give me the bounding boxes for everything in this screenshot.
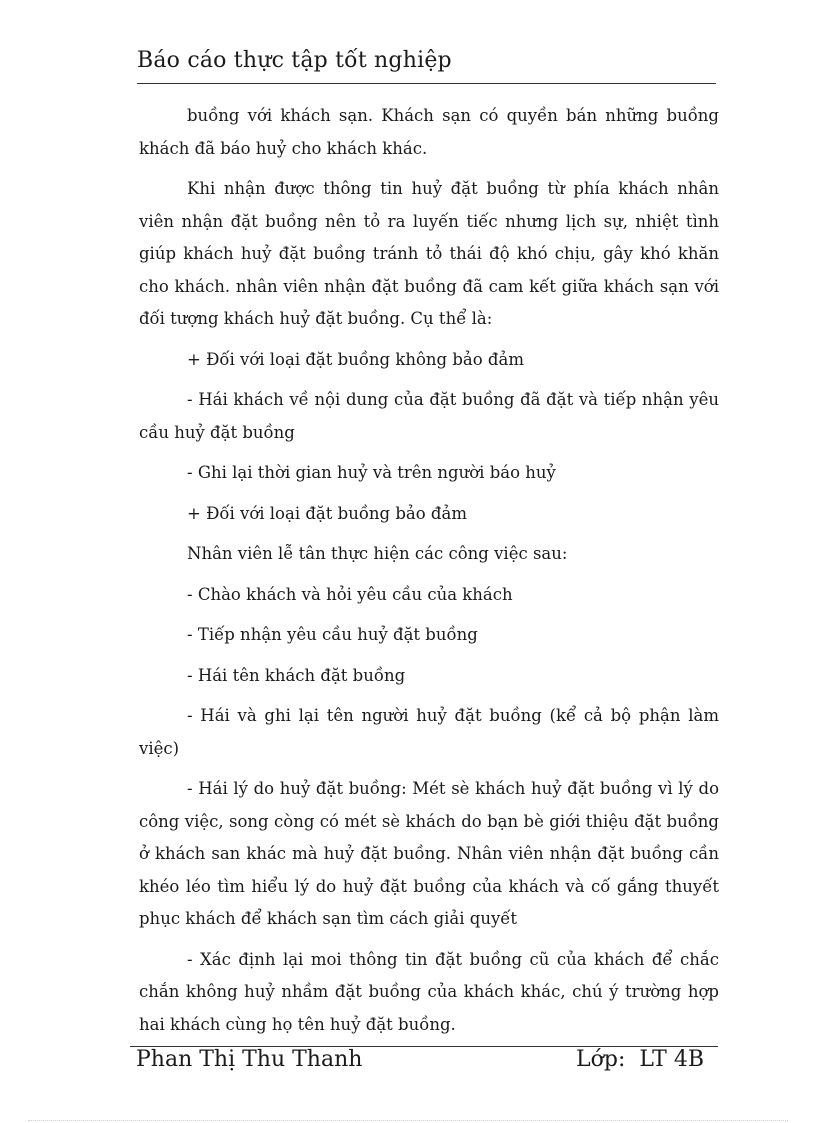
paragraph: buồng với khách sạn. Khách sạn có quyền bán những buồng khách đã báo huỷ cho khách khác.	[139, 106, 719, 158]
paragraph: - Hái khách về nội dung của đặt buồng đã đặt và tiếp nhận yêu cầu huỷ đặt buồng	[139, 390, 719, 442]
footer-author: Phan Thị Thu Thanh	[136, 1047, 363, 1072]
page-bottom-border	[28, 1120, 788, 1121]
paragraph: - Hái và ghi lại tên người huỷ đặt buồng (kể cả bộ phận làm việc)	[139, 706, 719, 758]
paragraph: - Xác định lại moi thông tin đặt buồng cũ của khách để chắc chắn không huỷ nhầm đặt buồng của khách khác, chú ý trường hợp hai khách cùng họ tên huỷ đặt buồng.	[139, 949, 719, 1034]
paragraph: Khi nhận được thông tin huỷ đặt buồng từ phía khách nhân viên nhận đặt buồng nên tỏ ra luyến tiếc nhưng lịch sự, nhiệt tình giúp khách huỷ đặt buồng tránh tỏ thái độ khó chịu, gây khó khăn cho khách. nhân viên nhận đặt buồng đã cam kết giữa khách sạn với đối tượng khách huỷ đặt buồng. Cụ thể là:	[139, 179, 719, 328]
paragraph: - Hái lý do huỷ đặt buồng: Mét sè khách huỷ đặt buồng vì lý do công việc, song còng có mét sè khách do bạn bè giới thiệu đặt buồng ở khách san khác mà huỷ đặt buồng. Nhân viên nhận đặt buồng cần khéo léo tìm hiểu lý do huỷ đặt buồng của khách và cố gắng thuyết phục khách để khách sạn tìm cách giải quyết	[139, 779, 719, 928]
paragraph: - Chào khách và hỏi yêu cầu của khách	[187, 584, 513, 604]
footer-class	[576, 1047, 704, 1072]
paragraph: Nhân viên lễ tân thực hiện các công việc sau:	[187, 544, 568, 563]
header-divider	[137, 83, 716, 84]
paragraph: - Tiếp nhận yêu cầu huỷ đặt buồng	[187, 625, 478, 644]
paragraph: + Đối với loại đặt buồng không bảo đảm	[187, 349, 524, 369]
footer-class-value: LT 4B	[639, 1047, 705, 1072]
header-title: Báo cáo thực tập tốt nghiệp	[137, 48, 452, 73]
paragraph: - Hái tên khách đặt buồng	[187, 665, 406, 685]
paragraph: + Đối với loại đặt buồng bảo đảm	[187, 503, 467, 523]
body-text	[139, 100, 719, 1049]
paragraph: - Ghi lại thời gian huỷ và trên người báo huỷ	[187, 463, 556, 482]
footer-class-label: Lớp:	[576, 1047, 626, 1072]
